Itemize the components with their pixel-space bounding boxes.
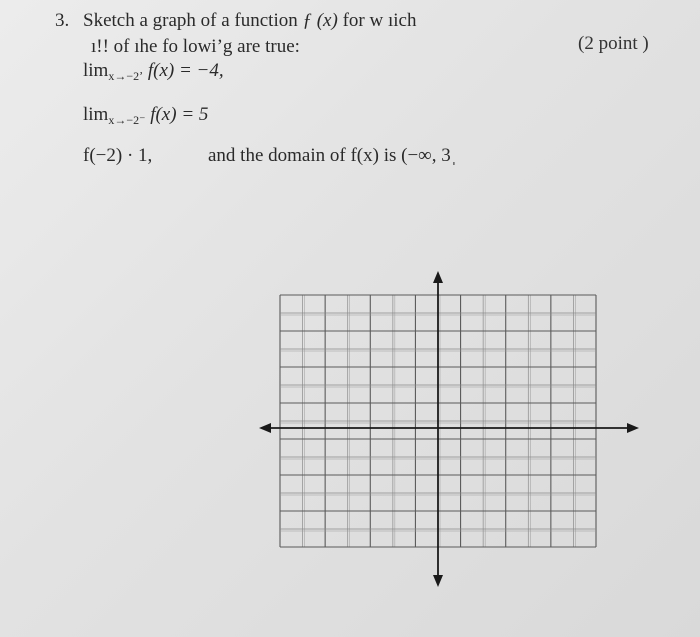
limit-condition-1 [83,60,224,84]
x-axis-left-arrow-icon [259,423,271,433]
problem-text: Sketch a graph of a function [83,10,298,31]
grid-svg[interactable] [255,265,645,595]
problem-text-end: for w ıich [342,10,417,31]
limit-expression: f(x) = −4, [147,60,224,81]
question-number: 3. [55,10,70,31]
limit-subscript: x→−2⁻ [108,113,146,127]
domain-condition: and the domain of f(x) is (−∞, 3ˌ [208,145,458,166]
limit-expression: f(x) = 5 [150,104,209,125]
x-axis-right-arrow-icon [627,423,639,433]
problem-statement-line-1 [83,10,416,32]
y-axis-up-arrow-icon [433,271,443,283]
limit-prefix: lim [83,60,109,81]
axes [259,271,639,587]
point-value: (2 point ) [578,33,649,54]
limit-subscript: x→−2ʼ [108,69,144,83]
function-value-condition: f(−2) · 1, [83,145,153,166]
problem-statement-line-2: ı!! of ıhe fo lowiʼg are true: [91,36,300,57]
function-symbol: ƒ (x) [302,10,338,31]
coordinate-grid[interactable] [255,265,645,595]
limit-condition-2 [83,104,208,128]
limit-prefix: lim [83,104,109,125]
y-axis-down-arrow-icon [433,575,443,587]
